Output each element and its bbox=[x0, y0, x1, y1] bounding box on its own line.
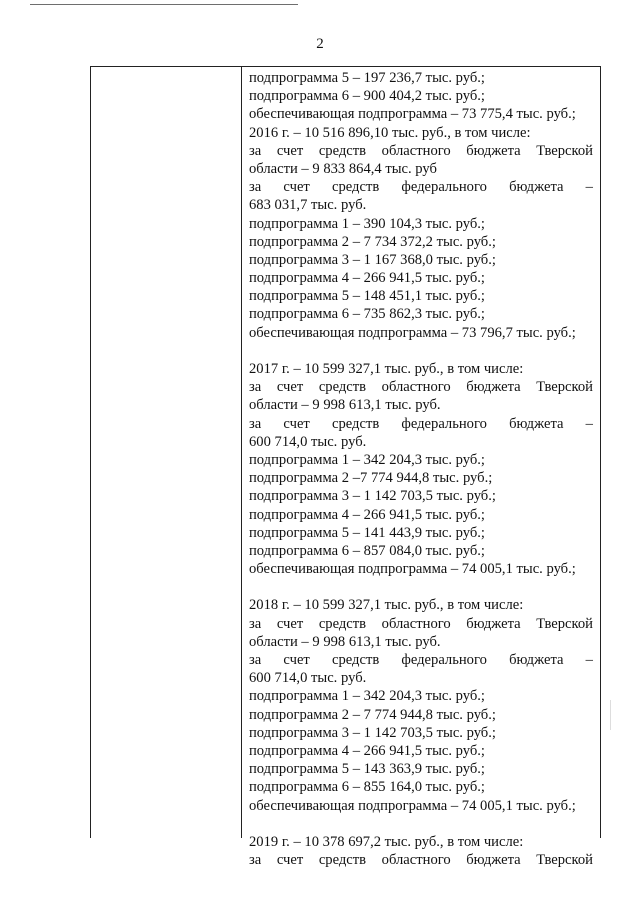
year-2018-heading: 2018 г. – 10 599 327,1 тыс. руб., в том числе: bbox=[249, 597, 524, 614]
text-line: подпрограмма 5 – 197 236,7 тыс. руб.; bbox=[249, 70, 485, 86]
word: бюджета bbox=[466, 142, 521, 159]
word: бюджета bbox=[509, 415, 564, 432]
text-line: подпрограмма 3 – 1 142 703,5 тыс. руб.; bbox=[249, 488, 496, 505]
text-line: обеспечивающая подпрограмма – 73 775,4 тыс. руб.; bbox=[249, 106, 576, 123]
word: средств bbox=[318, 379, 367, 396]
word: бюджета bbox=[509, 652, 564, 668]
justified-line bbox=[249, 651, 593, 669]
word: за bbox=[249, 615, 262, 632]
text-line: подпрограмма 4 – 266 941,5 тыс. руб.; bbox=[249, 742, 485, 759]
text-line: обеспечивающая подпрограмма – 74 005,1 тыс. руб.; bbox=[249, 797, 576, 814]
word: за bbox=[249, 852, 262, 869]
text-line: 683 031,7 тыс. руб. bbox=[249, 197, 367, 214]
text-line: области – 9 998 613,1 тыс. руб. bbox=[249, 633, 441, 650]
word: за bbox=[249, 652, 262, 668]
word: Тверской bbox=[536, 615, 593, 632]
year-2016-heading: 2016 г. – 10 516 896,10 тыс. руб., в том числе: bbox=[249, 124, 531, 141]
word: бюджета bbox=[466, 379, 521, 396]
word: средств bbox=[331, 652, 380, 668]
word: за bbox=[249, 379, 262, 396]
text-line: обеспечивающая подпрограмма – 73 796,7 тыс. руб.; bbox=[249, 324, 576, 341]
text-line: подпрограмма 1 – 342 204,3 тыс. руб.; bbox=[249, 451, 485, 468]
word: Тверской bbox=[536, 852, 593, 869]
text-line: подпрограмма 3 – 1 142 703,5 тыс. руб.; bbox=[249, 724, 496, 741]
justified-line bbox=[249, 178, 593, 196]
text-line: области – 9 833 864,4 тыс. руб bbox=[249, 160, 437, 177]
word: Тверской bbox=[536, 142, 593, 159]
scan-edge-mark bbox=[610, 700, 611, 730]
word: за bbox=[249, 415, 262, 432]
text-line: подпрограмма 2 – 7 734 372,2 тыс. руб.; bbox=[249, 233, 496, 250]
word: – bbox=[585, 179, 593, 196]
text-line: подпрограмма 2 – 7 774 944,8 тыс. руб.; bbox=[249, 706, 496, 723]
text-line: 600 714,0 тыс. руб. bbox=[249, 433, 367, 450]
word: областного bbox=[381, 615, 451, 632]
text-line: подпрограмма 4 – 266 941,5 тыс. руб.; bbox=[249, 270, 485, 287]
justified-line bbox=[249, 615, 593, 633]
word: федерального bbox=[401, 652, 487, 668]
page-number: 2 bbox=[316, 36, 324, 52]
word: счет bbox=[276, 615, 304, 632]
word: областного bbox=[381, 852, 451, 869]
word: областного bbox=[381, 379, 451, 396]
word: счет bbox=[276, 379, 304, 396]
text-line: области – 9 998 613,1 тыс. руб. bbox=[249, 397, 441, 414]
word: средств bbox=[318, 142, 367, 159]
word: счет bbox=[276, 852, 304, 869]
text-line: подпрограмма 6 – 855 164,0 тыс. руб.; bbox=[249, 779, 485, 796]
word: федерального bbox=[401, 179, 487, 196]
word: бюджета bbox=[466, 615, 521, 632]
budget-table bbox=[90, 66, 601, 869]
word: – bbox=[585, 652, 593, 668]
word: – bbox=[585, 415, 593, 432]
text-line: 600 714,0 тыс. руб. bbox=[249, 670, 367, 687]
text-line: подпрограмма 1 – 390 104,3 тыс. руб.; bbox=[249, 215, 485, 232]
text-line: подпрограмма 2 –7 774 944,8 тыс. руб.; bbox=[249, 470, 493, 487]
justified-line bbox=[249, 415, 593, 433]
word: бюджета bbox=[466, 852, 521, 869]
word: Тверской bbox=[536, 379, 593, 396]
year-2017-heading: 2017 г. – 10 599 327,1 тыс. руб., в том числе: bbox=[249, 361, 524, 377]
text-line: подпрограмма 5 – 141 443,9 тыс. руб.; bbox=[249, 524, 485, 541]
text-line: подпрограмма 3 – 1 167 368,0 тыс. руб.; bbox=[249, 251, 496, 268]
blank-line bbox=[249, 578, 593, 596]
word: областного bbox=[381, 142, 451, 159]
justified-line bbox=[249, 142, 593, 160]
word: за bbox=[249, 142, 262, 159]
text-line: подпрограмма 5 – 143 363,9 тыс. руб.; bbox=[249, 761, 485, 778]
text-line: подпрограмма 6 – 900 404,2 тыс. руб.; bbox=[249, 88, 485, 105]
word: средств bbox=[318, 852, 367, 869]
text-line: подпрограмма 5 – 148 451,1 тыс. руб.; bbox=[249, 288, 485, 305]
text-line: подпрограмма 1 – 342 204,3 тыс. руб.; bbox=[249, 688, 485, 705]
word: счет bbox=[283, 415, 310, 432]
word: за bbox=[249, 179, 262, 196]
text-line: подпрограмма 6 – 735 862,3 тыс. руб.; bbox=[249, 306, 485, 323]
word: счет bbox=[276, 142, 304, 159]
justified-line bbox=[249, 378, 593, 396]
word: федерального bbox=[401, 415, 487, 432]
justified-line bbox=[249, 851, 593, 869]
scan-artifact-line bbox=[30, 4, 298, 5]
word: бюджета bbox=[509, 179, 564, 196]
text-line: подпрограмма 4 – 266 941,5 тыс. руб.; bbox=[249, 506, 485, 523]
word: средств bbox=[331, 179, 380, 196]
word: средств bbox=[318, 615, 367, 632]
word: счет bbox=[283, 652, 310, 668]
word: счет bbox=[283, 179, 310, 196]
year-2019-heading: 2019 г. – 10 378 697,2 тыс. руб., в том числе: bbox=[249, 833, 524, 850]
table-left-cell bbox=[91, 67, 242, 838]
blank-line bbox=[249, 815, 593, 833]
word: средств bbox=[331, 415, 380, 432]
blank-line bbox=[249, 342, 593, 360]
text-line: обеспечивающая подпрограмма – 74 005,1 тыс. руб.; bbox=[249, 561, 576, 578]
text-line: подпрограмма 6 – 857 084,0 тыс. руб.; bbox=[249, 542, 485, 559]
table-right-cell bbox=[249, 69, 593, 869]
